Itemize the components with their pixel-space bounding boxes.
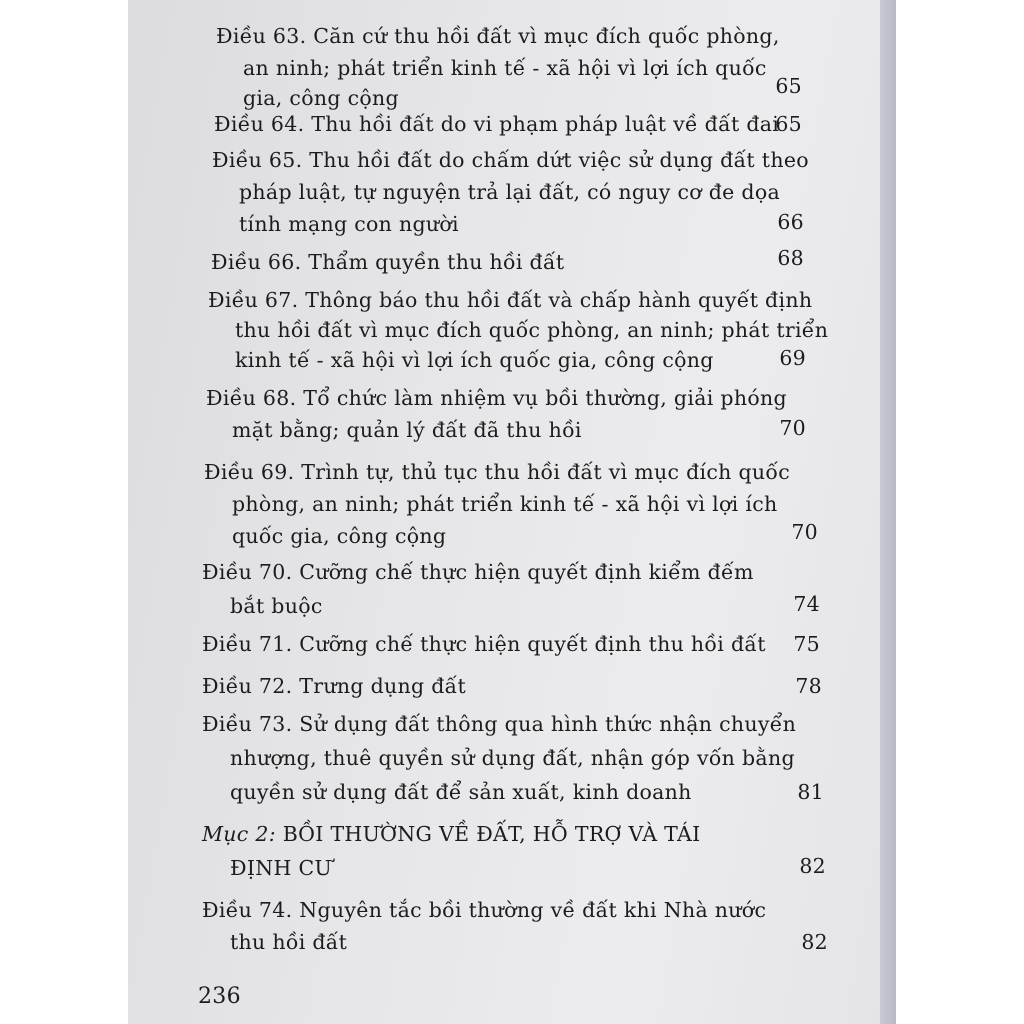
entry-line: pháp luật, tự nguyện trả lại đất, có nguy cơ đe dọa	[239, 180, 781, 204]
entry-line: Điều 69. Trình tự, thủ tục thu hồi đất vì mục đích quốc	[204, 460, 791, 484]
entry-line: phòng, an ninh; phát triển kinh tế - xã hội vì lợi ích	[232, 492, 778, 516]
entry-line: Điều 68. Tổ chức làm nhiệm vụ bồi thường, giải phóng	[206, 386, 787, 410]
page-ref: 82	[799, 854, 826, 878]
book-page	[128, 0, 896, 1024]
page-edge	[880, 0, 896, 1024]
page-ref: 81	[797, 780, 824, 804]
page-ref: 65	[775, 112, 802, 136]
entry-line: thu hồi đất vì mục đích quốc phòng, an ninh; phát triển	[235, 318, 829, 342]
entry-line: quốc gia, công cộng	[232, 524, 447, 548]
entry-line: mặt bằng; quản lý đất đã thu hồi	[232, 418, 582, 442]
entry-line: nhượng, thuê quyền sử dụng đất, nhận góp vốn bằng	[230, 746, 795, 770]
entry-line: quyền sử dụng đất để sản xuất, kinh doanh	[230, 780, 692, 804]
table-of-contents	[128, 0, 896, 1024]
page-ref: 78	[795, 674, 822, 698]
page-ref: 74	[793, 592, 820, 616]
section-title: BỒI THƯỜNG VỀ ĐẤT, HỖ TRỢ VÀ TÁI	[275, 822, 701, 846]
page-ref: 66	[777, 210, 804, 234]
entry-line: bắt buộc	[230, 594, 323, 618]
entry-line: Điều 65. Thu hồi đất do chấm dứt việc sử dụng đất theo	[212, 148, 809, 172]
entry-line: Điều 66. Thẩm quyền thu hồi đất	[211, 250, 565, 274]
entry-line: Điều 71. Cưỡng chế thực hiện quyết định thu hồi đất	[202, 632, 766, 656]
entry-line: Điều 63. Căn cứ thu hồi đất vì mục đích quốc phòng,	[216, 24, 780, 48]
page-ref: 68	[777, 246, 804, 270]
entry-line: Điều 64. Thu hồi đất do vi phạm pháp luật về đất đai	[214, 112, 780, 136]
entry-line: Điều 67. Thông báo thu hồi đất và chấp hành quyết định	[208, 288, 813, 312]
entry-line: tính mạng con người	[239, 212, 459, 236]
entry-line: Điều 72. Trưng dụng đất	[202, 674, 467, 698]
section-heading	[202, 822, 700, 846]
entry-line: Điều 73. Sử dụng đất thông qua hình thức nhận chuyển	[202, 712, 797, 736]
entry-line: gia, công cộng	[243, 86, 399, 110]
section-prefix: Mục 2:	[202, 822, 276, 846]
entry-line: Điều 70. Cưỡng chế thực hiện quyết định kiểm đếm	[202, 560, 754, 584]
page-ref: 70	[791, 520, 818, 544]
entry-line: an ninh; phát triển kinh tế - xã hội vì lợi ích quốc	[243, 56, 767, 80]
page-ref: 65	[775, 74, 802, 98]
page-number: 236	[198, 984, 241, 1009]
page-ref: 70	[779, 416, 806, 440]
entry-line: Điều 74. Nguyên tắc bồi thường về đất khi Nhà nước	[202, 898, 767, 922]
page-ref: 82	[801, 930, 828, 954]
entry-line: thu hồi đất	[230, 930, 348, 954]
page-ref: 75	[793, 632, 820, 656]
page-ref: 69	[779, 346, 806, 370]
entry-line: ĐỊNH CƯ	[230, 856, 333, 880]
entry-line: kinh tế - xã hội vì lợi ích quốc gia, công cộng	[235, 348, 714, 372]
